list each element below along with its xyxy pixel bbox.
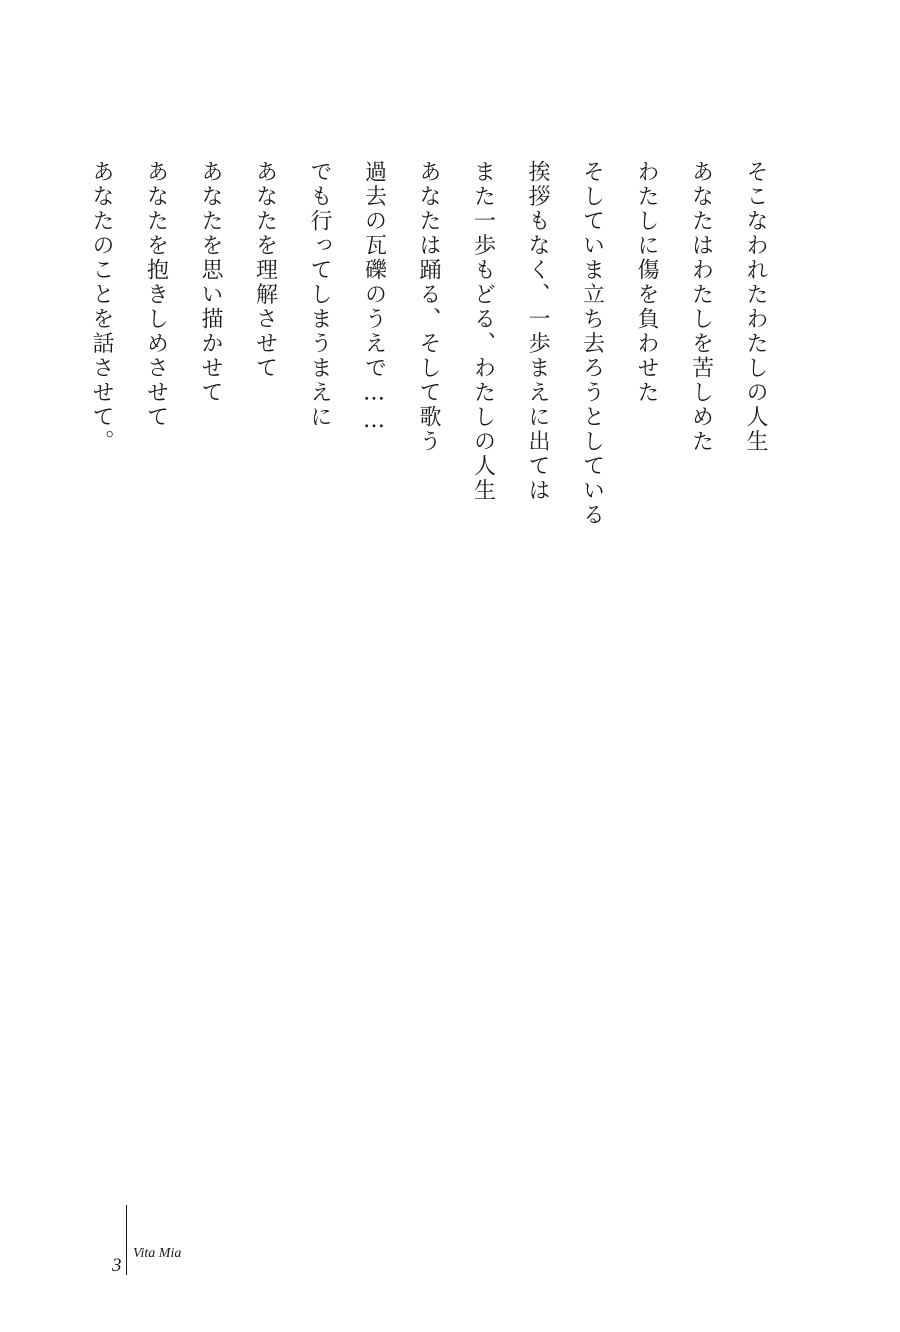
poem-line: あなたを理解させて xyxy=(252,160,278,381)
poem-line: あなたは踊る、そして歌う xyxy=(416,160,441,454)
footer-divider xyxy=(126,1205,127,1275)
poem-line: また一歩もどる、わたしの人生 xyxy=(470,160,496,503)
poem-line: あなたはわたしを苦しめた xyxy=(688,160,714,454)
poem-line: あなたを思い描かせて xyxy=(198,160,223,405)
poem-line: あなたのことを話させて。 xyxy=(89,160,114,454)
poem-line: でも行ってしまうまえに xyxy=(307,160,332,430)
page-number: 3 xyxy=(112,1255,122,1276)
running-title: Vita Mia xyxy=(133,1246,182,1261)
poem-line: そしていま立ち去ろうとしている xyxy=(579,160,605,528)
poem-line: 過去の瓦礫のうえで…… xyxy=(361,160,387,436)
page-footer xyxy=(112,1205,312,1275)
poem-line: あなたを抱きしめさせて xyxy=(143,160,169,430)
poem-line: そこなわれたわたしの人生 xyxy=(743,160,768,454)
poem-line: 挨拶もなく、一歩まえに出ては xyxy=(525,160,550,503)
poem-body xyxy=(74,160,783,680)
poem-line: わたしに傷を負わせた xyxy=(634,160,659,405)
